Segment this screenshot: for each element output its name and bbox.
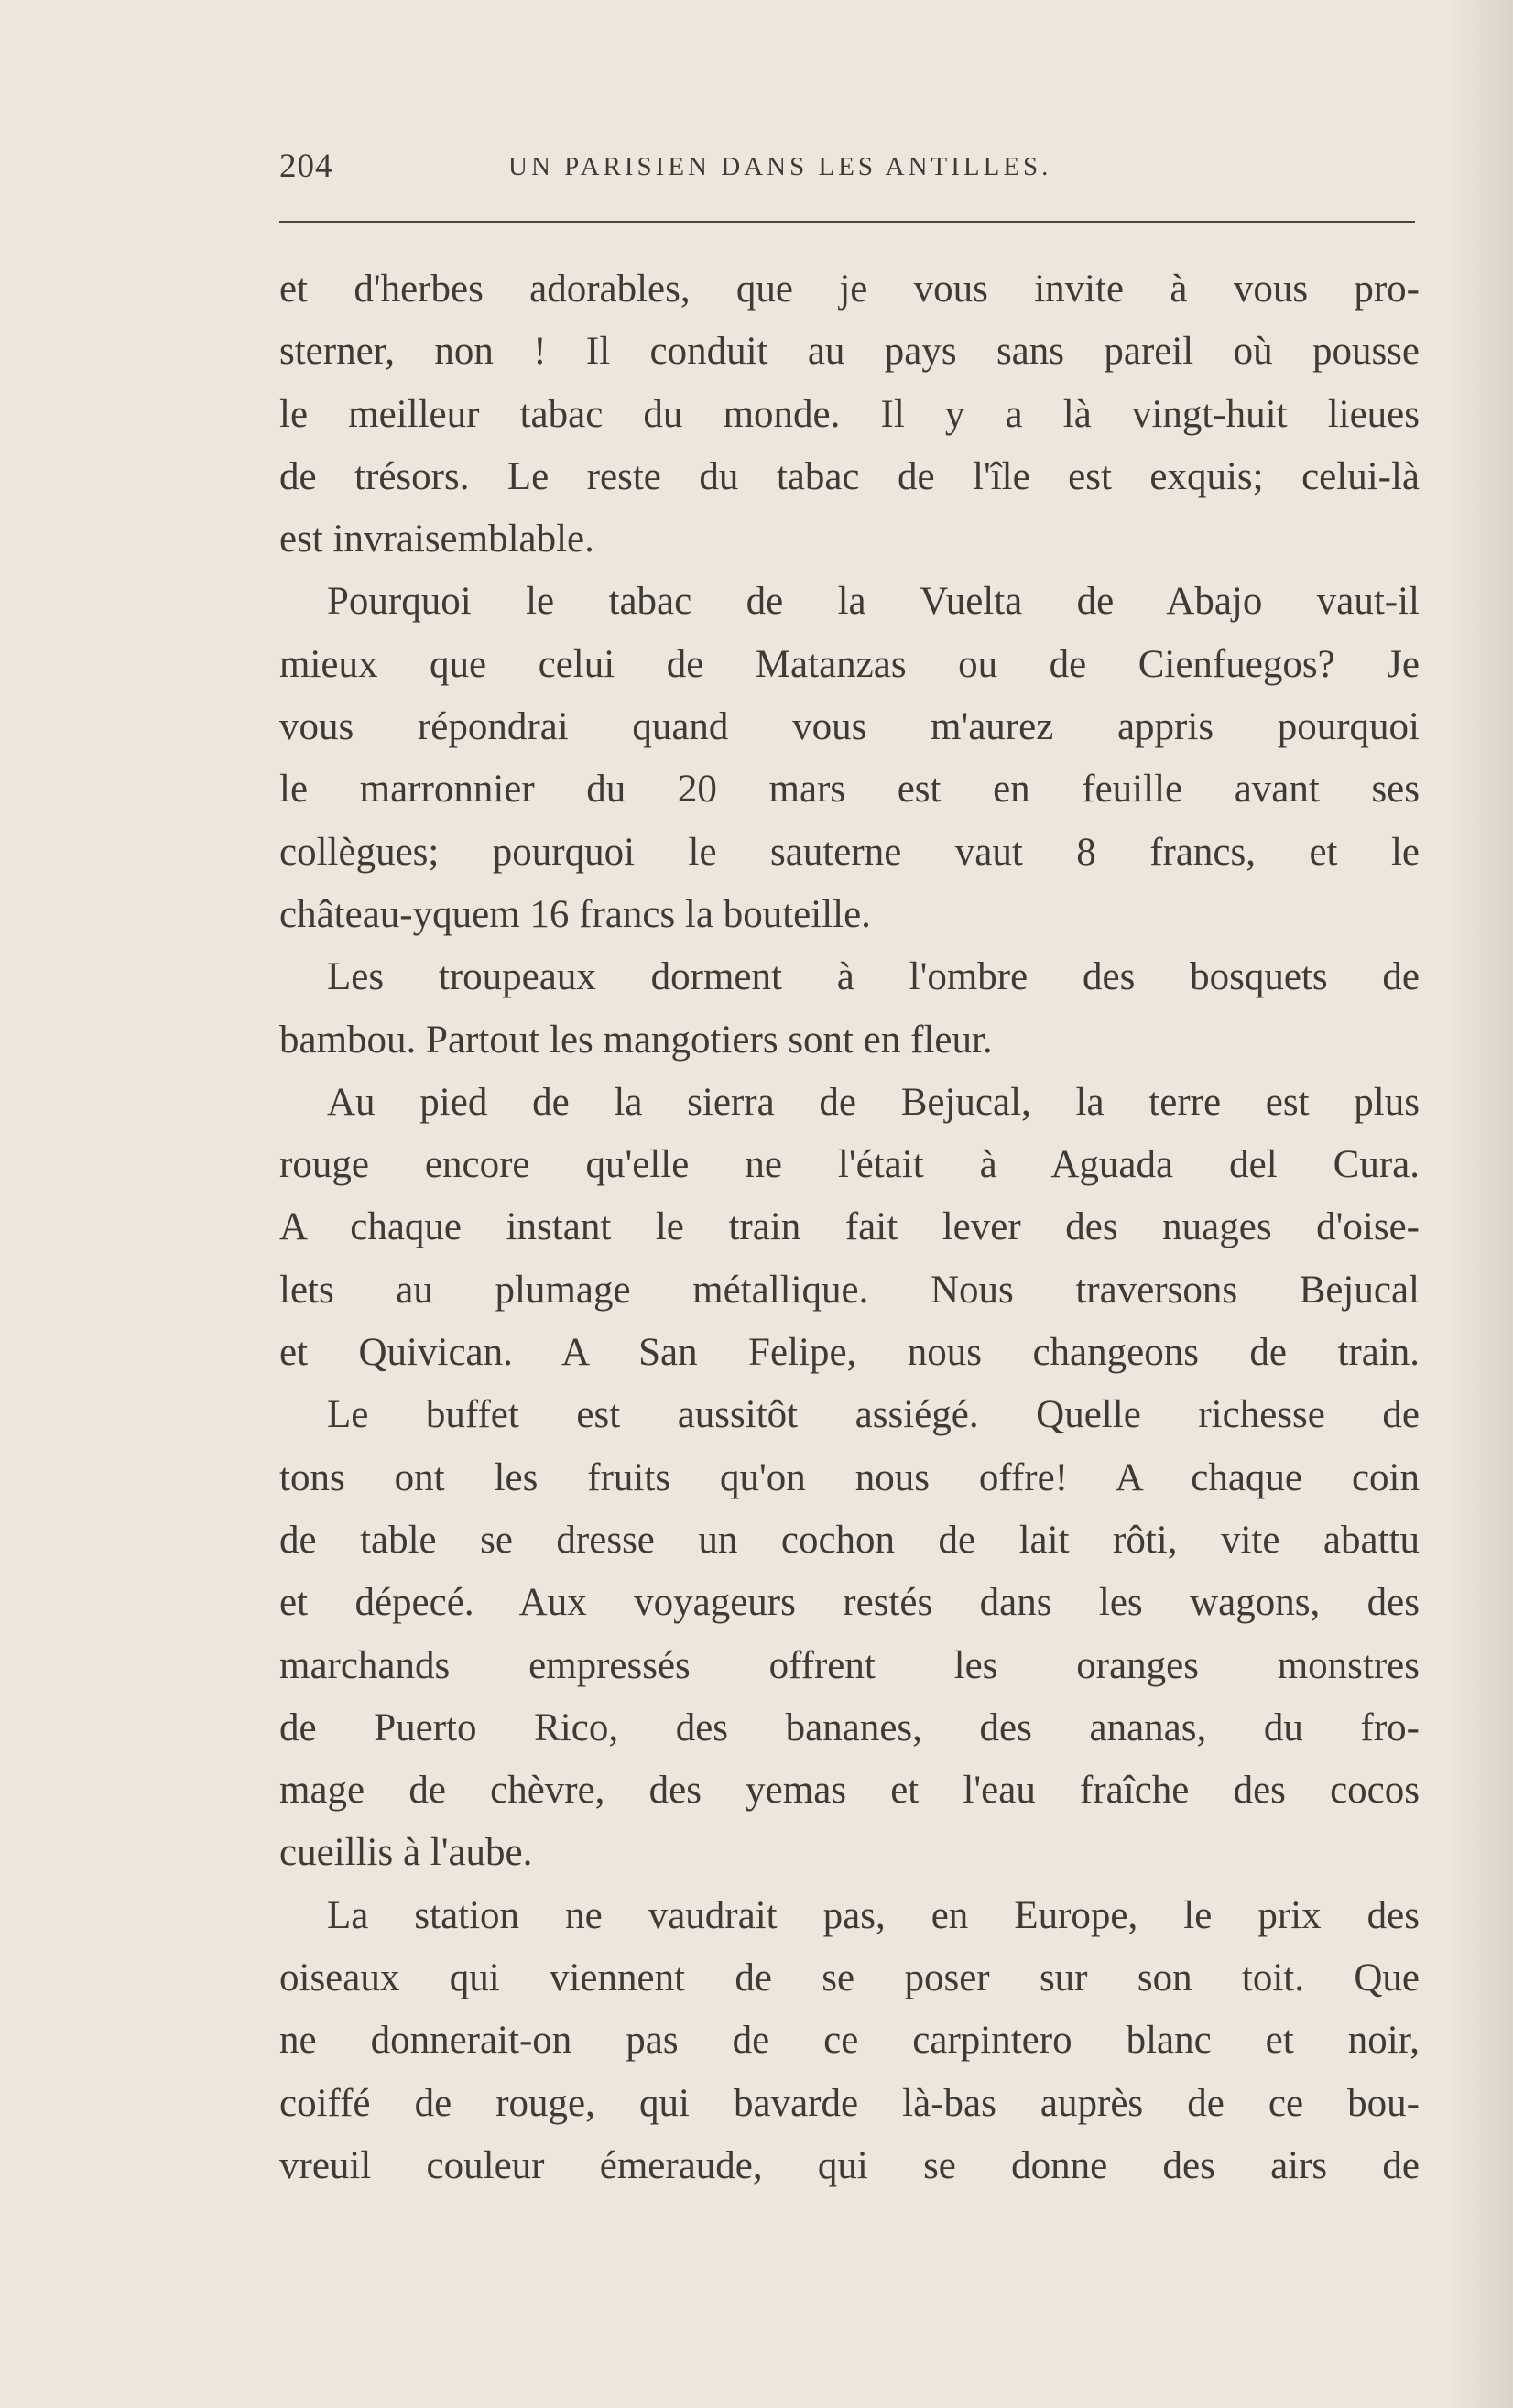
text-line: le marronnier du 20 mars est en feuille avant ses — [279, 768, 1420, 812]
text-line: coiffé de rouge, qui bavarde là-bas auprès de ce bou- — [279, 2081, 1420, 2125]
body-text — [279, 258, 1420, 2197]
text-line: est invraisemblable. — [279, 518, 594, 561]
running-head — [279, 137, 1415, 192]
text-line: le meilleur tabac du monde. Il y a là vingt-huit lieues — [279, 392, 1420, 436]
text-line: vreuil couleur émeraude, qui se donne des airs de — [279, 2143, 1420, 2187]
text-line: et Quivican. A San Felipe, nous changeons de train. — [279, 1331, 1420, 1375]
text-line: collègues; pourquoi le sauterne vaut 8 francs, et le — [279, 830, 1420, 874]
running-title: UN PARISIEN DANS LES ANTILLES. — [508, 152, 1052, 181]
text-line: La station ne vaudrait pas, en Europe, le prix des — [327, 1893, 1420, 1937]
text-line: vous répondrai quand vous m'aurez appris pourquoi — [279, 705, 1420, 749]
text-line: mieux que celui de Matanzas ou de Cienfuegos? Je — [279, 642, 1420, 686]
page-edge-shadow — [1449, 0, 1513, 2408]
text-line: et dépecé. Aux voyageurs restés dans les wagons, des — [279, 1581, 1420, 1625]
text-line: de Puerto Rico, des bananes, des ananas, du fro- — [279, 1705, 1420, 1749]
text-line: lets au plumage métallique. Nous traversons Bejucal — [279, 1268, 1420, 1312]
text-line: et d'herbes adorables, que je vous invite à vous pro- — [279, 267, 1420, 311]
text-line: rouge encore qu'elle ne l'était à Aguada del Cura. — [279, 1143, 1420, 1187]
text-line: marchands empressés offrent les oranges monstres — [279, 1643, 1420, 1687]
text-line: cueillis à l'aube. — [279, 1831, 533, 1875]
text-line: A chaque instant le train fait lever des nuages d'oise- — [279, 1205, 1420, 1249]
text-line: tons ont les fruits qu'on nous offre! A chaque coin — [279, 1455, 1420, 1499]
text-line: Pourquoi le tabac de la Vuelta de Abajo vaut-il — [327, 580, 1420, 624]
page-number: 204 — [279, 147, 333, 185]
text-line: château-yquem 16 francs la bouteille. — [279, 892, 871, 936]
text-line: Au pied de la sierra de Bejucal, la terre est plus — [327, 1080, 1420, 1124]
header-rule — [279, 221, 1415, 223]
text-line: mage de chèvre, des yemas et l'eau fraîche des cocos — [279, 1769, 1420, 1813]
text-line: de trésors. Le reste du tabac de l'île est exquis; celui-là — [279, 454, 1420, 498]
text-line: Les troupeaux dorment à l'ombre des bosquets de — [327, 955, 1420, 999]
text-line: sterner, non ! Il conduit au pays sans pareil où pousse — [279, 330, 1420, 374]
text-line: de table se dresse un cochon de lait rôti, vite abattu — [279, 1518, 1420, 1562]
text-line: Le buffet est aussitôt assiégé. Quelle richesse de — [327, 1393, 1420, 1437]
text-line: oiseaux qui viennent de se poser sur son toit. Que — [279, 1956, 1420, 2000]
text-line: bambou. Partout les mangotiers sont en fleur. — [279, 1018, 993, 1062]
text-line: ne donnerait-on pas de ce carpintero blanc et noir, — [279, 2019, 1420, 2063]
